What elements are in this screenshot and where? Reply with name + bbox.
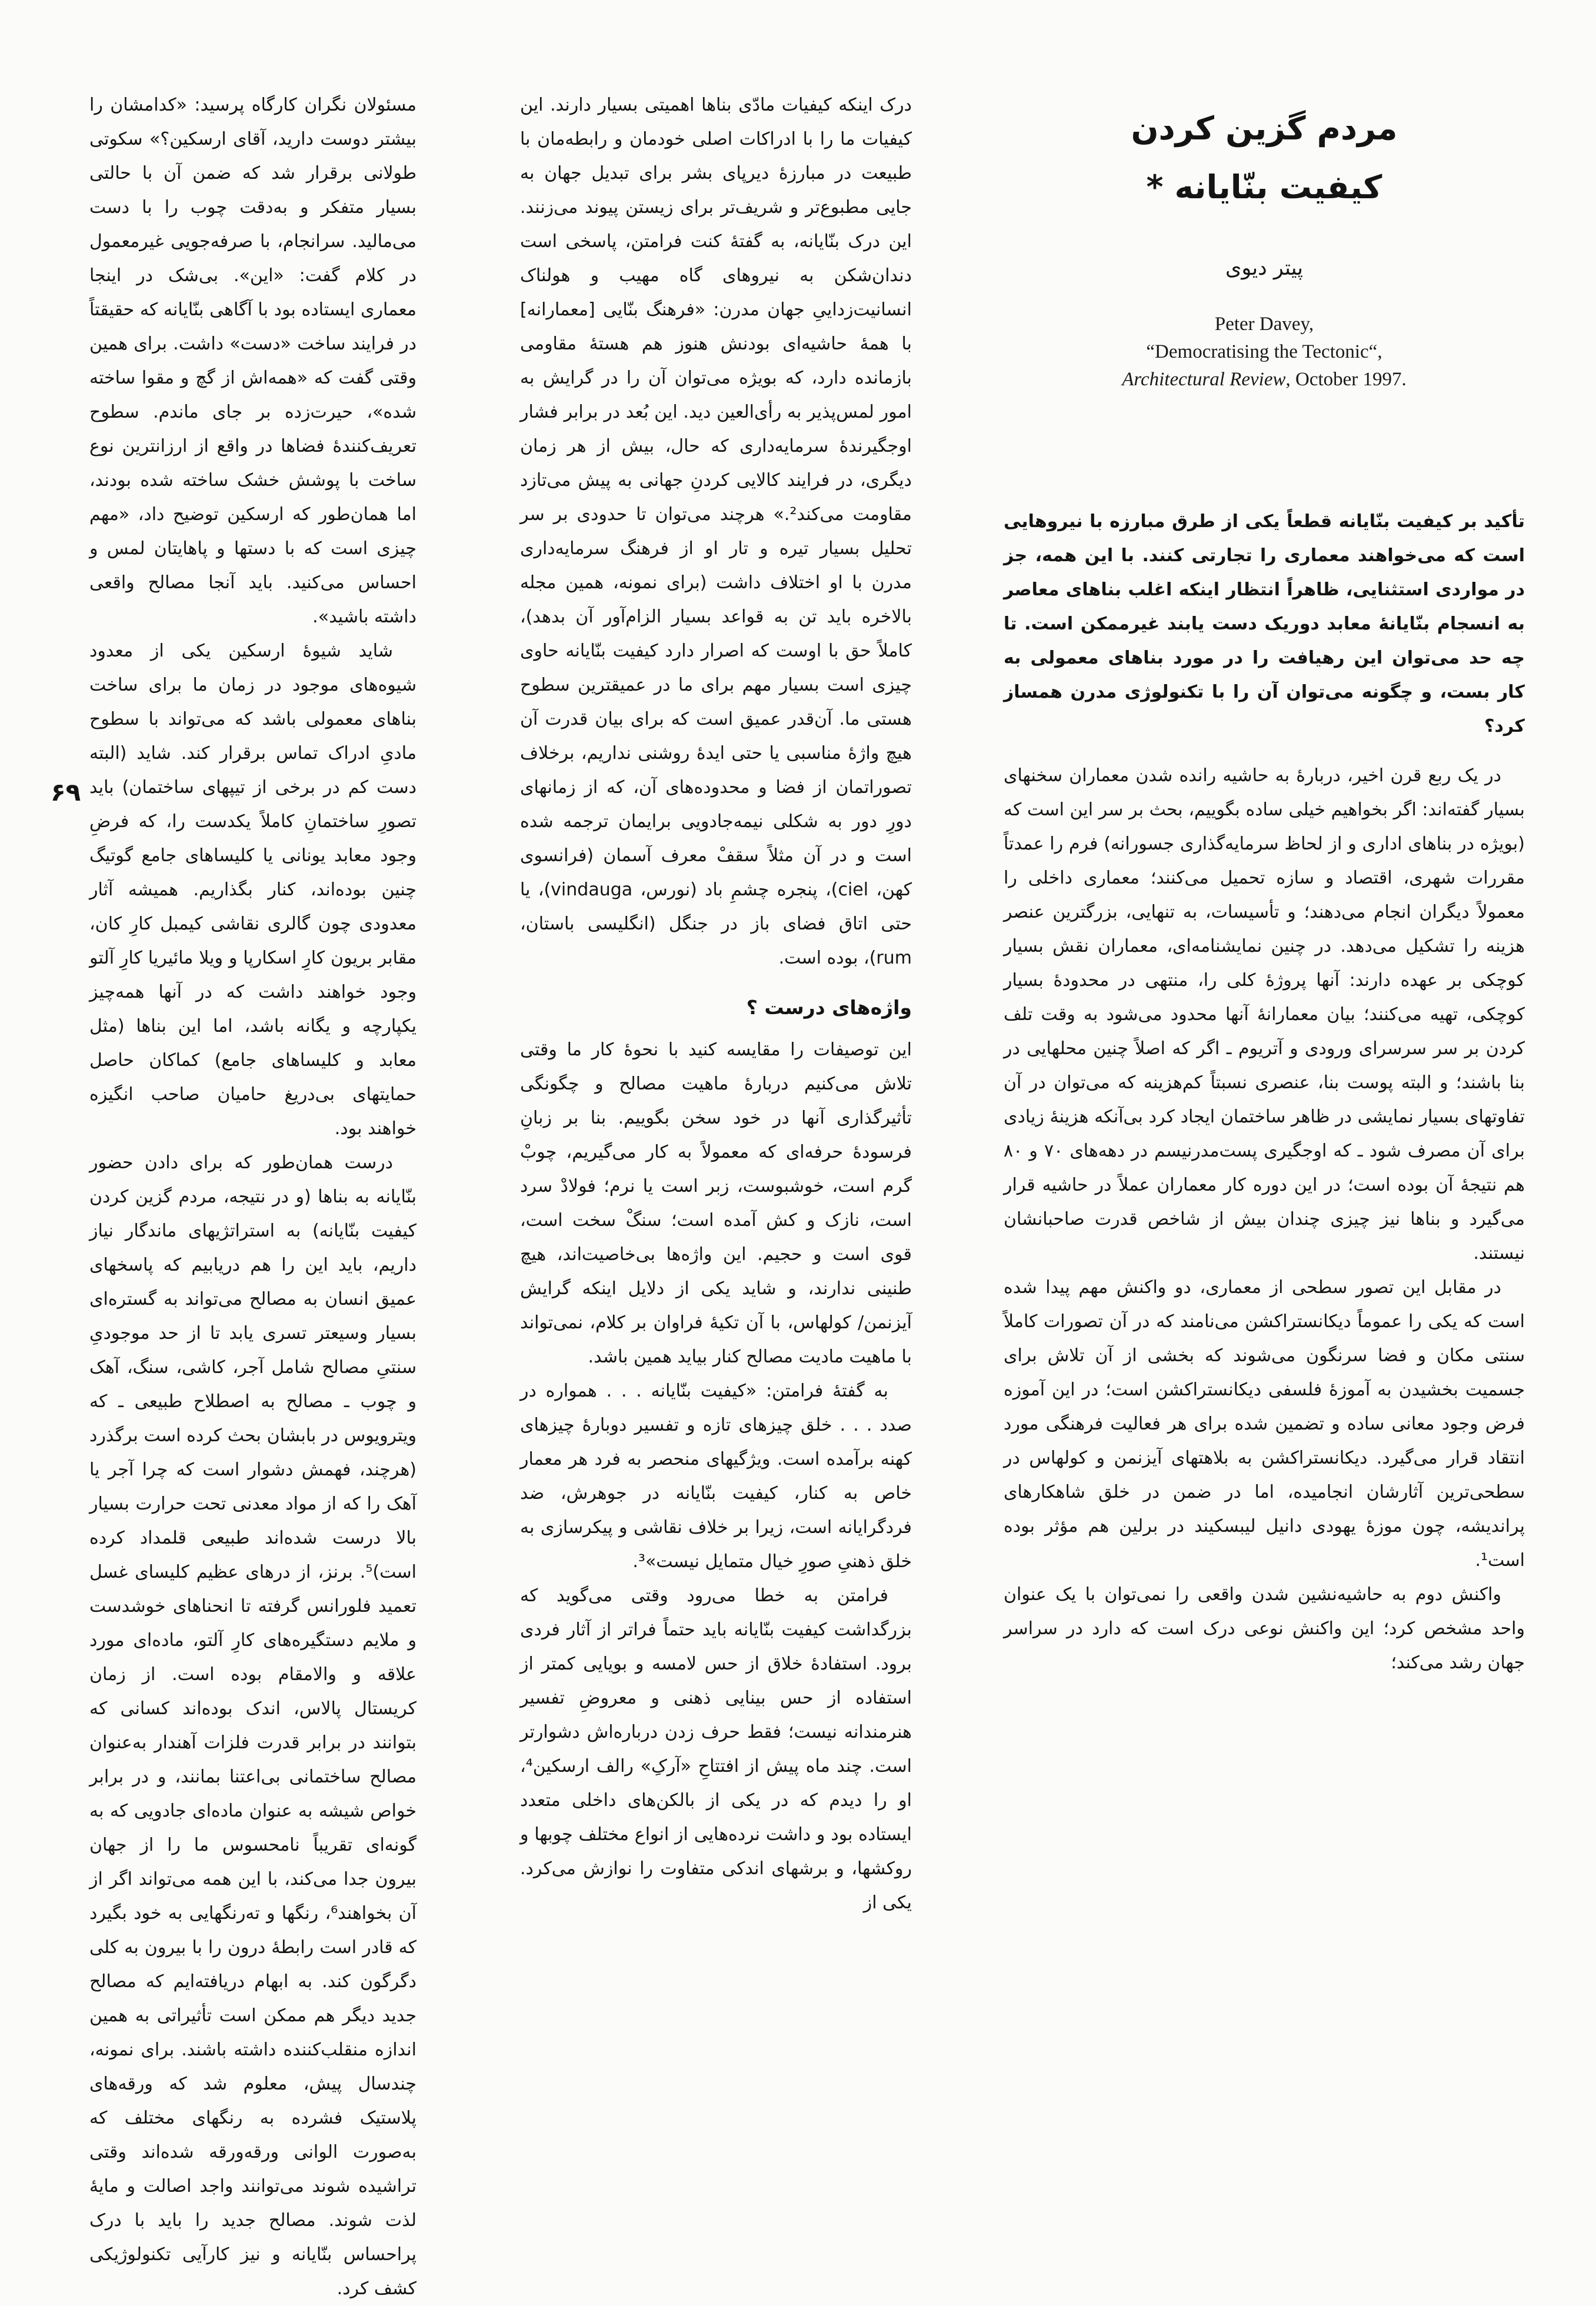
paragraph: این توصیفات را مقایسه کنید با نحوهٔ کار ما وقتی تلاش می‌کنیم دربارهٔ ماهیت مصالح و چگونگی تأثیرگذاری آنها در خود سخن بگوییم. بنا بر زبانِ فرسودهٔ حرفه‌ای که معمولاً به کار می‌گیریم، چوبْ گرم است، خوشبوست، زبر است یا نرم؛ فولادْ سرد است، نازک و کش آمده است؛ سنگْ سخت است، قوی است و حجیم. این واژه‌ها بی‌خاصیت‌اند، هیچ طنینی ندارند، و شاید یکی از دلایل اینکه گرایش آیزنمن/ کولهاس، با آن تکیهٔ فراوان بر کلام، نمی‌تواند با ماهیت مادیت مصالح کنار بیاید همین باشد.	[520, 1039, 912, 1367]
column-left	[89, 88, 417, 2306]
intro-paragraph: تأکید بر کیفیت بنّایانه قطعاً یکی از طرق مبارزه با نیروهایی است که می‌خواهند معماری را تجارتی کنند. با این همه، جز در مواردی استثنایی، ظاهراً انتظار اینکه اغلب بناهای معاصر به انسجام بنّایانهٔ معابد دوریک دست یابند غیرممکن است. تا چه حد می‌توان این رهیافت را در مورد بناهای معمولی به کار بست، و چگونه می‌توان آن را با تکنولوژی مدرن همساز کرد؟	[1004, 511, 1525, 737]
paragraph: مسئولان نگران کارگاه پرسید: «کدامشان را بیشتر دوست دارید، آقای ارسکین؟» سکوتی طولانی برقرار شد که ضمن آن با حالتی بسیار متفکر و به‌دقت چوب را با دست می‌مالید. سرانجام، با صرفه‌جویی غیرمعمول در کلام گفت: «این». بی‌شک در اینجا معماری ایستاده بود با آگاهی بنّایانه که حقیقتاً در فرایند ساخت «دست» داشت. برای همین وقتی گفت که «همه‌اش از گچ و مقوا ساخته شده»، حیرت‌زده بر جای ماندم. سطوح تعریف‌کنندهٔ فضاها در واقع از ارزانترین نوع ساخت با پوشش خشک ساخته شده بودند، اما همان‌طور که ارسکین توضیح داد، «مهم چیزی است که با دستها و پاهایتان لمس و احساس می‌کنید. باید آنجا مصالح واقعی داشته باشید».	[89, 95, 417, 627]
article-header	[1004, 99, 1525, 394]
paragraph: در یک ربع قرن اخیر، دربارهٔ به حاشیه رانده شدن معماران سخنهای بسیار گفته‌اند: اگر بخواهیم خیلی ساده بگوییم، بحث بر سر این است که (بویژه در بناهای اداری و از لحاظ سرمایه‌گذاری جسورانه) فرم را عمدتاً مقررات شهری، اقتصاد و سازه تحمیل می‌کنند؛ معماری داخلی را معمولاً دیگران انجام می‌دهند؛ و تأسیسات، به تنهایی، بزرگترین عنصر هزینه را تشکیل می‌دهد. در چنین نمایشنامه‌ای، معماران نقش بسیار کوچکی بر عهده دارند: آنها پروژهٔ کلی را، منتهی در محدودهٔ بسیار کوچکی، تهیه می‌کنند؛ بیان معمارانهٔ آنها محدود می‌شود به وقت تلف کردن بر سر سرسرای ورودی و آتریوم ـ اگر که اصلاً چنین محلهایی در بنا باشند؛ و البته پوست بنا، عنصری نسبتاً کم‌هزینه که می‌توان در آن تفاوتهای بسیار نمایشی در ظاهر ساختمان ایجاد کرد بی‌آنکه هزینهٔ زیادی برای آن مصرف شود ـ که اوجگیری پست‌مدرنیسم در دهه‌های ۷۰ و ۸۰ هم نتیجهٔ آن بوده است؛ در این دوره کار معماران عملاً در حاشیه قرار می‌گیرد و بناها نیز چیزی چندان بیش از شاخص قدرت صاحبانشان نیستند.	[1004, 765, 1525, 1264]
article-title-line-1: مردم گزین کردن	[1131, 109, 1398, 147]
section-heading: واژه‌های درست ؟	[746, 996, 912, 1019]
paragraph: درست همان‌طور که برای دادن حضور بنّایانه به بناها (و در نتیجه، مردم گزین کردن کیفیت بنّایانه) به استراتژیهای ماندگار نیاز داریم، باید این را هم دریابیم که پاسخهای عمیق انسان به مصالح می‌تواند به گستره‌ای بسیار وسیعتر تسری یابد تا از حد موجودیِ سنتیِ مصالح شامل آجر، کاشی، سنگ، آهک و چوب ـ مصالح به اصطلاح طبیعی ـ که ویترویوس در بابشان بحث کرده است برگذرد (هرچند، فهمش دشوار است که چرا آجر یا آهک را که از مواد معدنی تحت حرارت بسیار بالا درست شده‌اند طبیعی قلمداد کرده است)⁵. برنز، از درهای عظیم کلیسای غسل تعمید فلورانس گرفته تا انحناهای خوشدست و ملایم دستگیره‌های کارِ آلتو، ماده‌ای مورد علاقه و والامقام بوده است. از زمان کریستال پالاس، اندک بوده‌اند کسانی که بتوانند در برابر قدرت فلزات آهندار به‌عنوان مصالح ساختمانی بی‌اعتنا بمانند، و در برابر خواص شیشه به عنوان ماده‌ای جادویی که به گونه‌ای تقریباً نامحسوس ما را از جهان بیرون جدا می‌کند، با این همه می‌تواند اگر از آن بخواهند⁶، رنگها و ته‌رنگهایی به خود بگیرد که قادر است رابطهٔ درون را با بیرون به کلی دگرگون کند. به ابهام دریافته‌ایم که مصالح جدید دیگر هم ممکن است تأثیراتی به همین اندازه منقلب‌کننده داشته باشند. برای نمونه، چندسال پیش، معلوم شد که ورقه‌های پلاستیک فشرده به رنگهای مختلف که به‌صورت الوانی ورقه‌ورقه شده‌اند وقتی تراشیده شوند می‌توانند واجد اصالت و مایهٔ لذت شوند. مصالح جدید را باید با درک پراحساس بنّایانه و نیز کارآیی تکنولوژیکی کشف کرد.	[89, 1152, 417, 2299]
paragraph: واکنش دوم به حاشیه‌نشین شدن واقعی را نمی‌توان با یک عنوان واحد مشخص کرد؛ این واکنش نوعی درک است که دارد در سراسر جهان رشد می‌کند؛	[1004, 1584, 1525, 1673]
citation-source-line	[1004, 366, 1525, 394]
page-number: ۶۹	[51, 778, 81, 807]
column-right	[1004, 505, 1525, 1680]
paragraph: درک اینکه کیفیات مادّی بناها اهمیتی بسیار دارند. این کیفیات ما را با ادراکات اصلی خودمان و رابطه‌مان با طبیعت در مبارزهٔ دیرپای بشر برای تبدیل جهان به جایی مطبوع‌تر و شریف‌تر برای زیستن پیوند می‌زنند. این درک بنّایانه، به گفتهٔ کنت فرامتن، پاسخی است دندان‌شکن به نیروهای گاه مهیب و هولناک انسانیت‌زداییِ جهان مدرن: «فرهنگ بنّایی [معمارانه] با همهٔ حاشیه‌ای بودنش هنوز هم هستهٔ مقاومی بازمانده دارد، که بویژه می‌توان آن را در گرایش به امور لمس‌پذیر به رأی‌العین دید. این بُعد در برابر فشار اوجگیرندهٔ سرمایه‌داری که حال، بیش از هر زمان دیگری، در فرایند کالایی کردنِ جهانی به پیش می‌تازد مقاومت می‌کند².» هرچند می‌توان تا حدودی بر سر تحلیل بسیار تیره و تار او از فرهنگ سرمایه‌داری مدرن با او اختلاف داشت (برای نمونه، همین مجله بالاخره باید تن به قواعد بسیار الزام‌آور آن بدهد)، کاملاً حق با اوست که اصرار دارد کیفیت بنّایانه حاوی چیزی است بسیار مهم برای ما در عمیقترین سطوح هستی ما. آن‌قدر عمیق است که برای بیان قدرت آن هیچ واژهٔ مناسبی یا حتی ایدهٔ روشنی نداریم، برخلاف تصوراتمان از فضا و محدوده‌های آن، که از زمانهای دورِ دور به شکلی نیمه‌جادویی برایمان ترجمه شده است و در آن مثلاً سقفْ معرف آسمان (فرانسوی کهن، ciel)، پنجره چشمِ باد (نورس، vindauga)، یا حتی اتاق فضای باز در جنگل (انگلیسی باستان، rum)، بوده است.	[520, 95, 912, 968]
citation-author-line: Peter Davey,	[1214, 314, 1314, 335]
paragraph: در مقابل این تصور سطحی از معماری، دو واکنش مهم پیدا شده است که یکی را عموماً دیکانستراکشن می‌نامند که در آن تصورات کاملاً سنتی مکان و فضا سرنگون می‌شوند که بخشی از آن تلاش برای جسمیت بخشیدن به آموزهٔ فلسفی دیکانستراکشن است؛ در این آموزه فرض وجود معانی ساده و تضمین شده برای هر فعالیت فرهنگی مورد انتقاد قرار می‌گیرد. دیکانستراکشن به بلاهتهای آیزنمن و کولهاس در سطحی‌ترین آثارشان انجامیده، اما در ضمن در خلق شاهکارهای پراندیشه، چون موزهٔ یهودی دانیل لیبسکیند در برلین هم مؤثر بوده است¹.	[1004, 1277, 1525, 1571]
column-middle	[520, 88, 912, 1920]
article-title-line-2: کیفیت بنّایانه *	[1146, 168, 1382, 206]
citation-date: , October 1997.	[1285, 369, 1407, 390]
paragraph: به گفتهٔ فرامتن: «کیفیت بنّایانه . . . همواره در صدد . . . خلق چیزهای تازه و تفسیر دوبارهٔ چیزهای کهنه برآمده است. ویژگیهای منحصر به فرد هر معمار خاص به کنار، کیفیت بنّایانه در جوهرش، ضد فردگرایانه است، زیرا بر خلاف نقاشی و پیکرسازی به خلق ذهنیِ صورِ خیال متمایل نیست»³.	[520, 1381, 912, 1572]
author-name: پیتر دیوی	[1225, 256, 1304, 280]
paragraph: شاید شیوهٔ ارسکین یکی از معدود شیوه‌های موجود در زمان ما برای ساخت بناهای معمولی باشد که می‌تواند با سطوح مادیِ ادراک تماس برقرار کند. شاید (البته دست کم در برخی از تیپهای ساختمان) باید تصورِ ساختمانِ کاملاً یکدست را، که فرضِ وجود معابد یونانی یا کلیساهای جامع گوتیگ چنین بوده‌اند، کنار بگذاریم. همیشه آثار معدودی چون گالری نقاشی کیمبل کارِ کان، مقابر بریون کارِ اسکارپا و ویلا مائیریا کارِ آلتو وجود خواهند داشت که در آنها همه‌چیز یکپارچه و یگانه باشد، اما این بناها (مثل معابد و کلیساهای جامع) کماکان حاصل حمایتهای بی‌دریغ حامیان صاحب انگیزه خواهند بود.	[89, 641, 417, 1139]
paragraph: فرامتن به خطا می‌رود وقتی می‌گوید که بزرگداشت کیفیت بنّایانه باید حتماً فراتر از آثار فردی برود. استفادهٔ خلاق از حس لامسه و بویایی کمتر از استفاده از حس بینایی ذهنی و معروضِ تفسیر هنرمندانه نیست؛ فقط حرف زدن درباره‌اش دشوارتر است. چند ماه پیش از افتتاحِ «آرکِ» رالف ارسکین⁴، او را دیدم که در یکی از بالکن‌های داخلی متعدد ایستاده بود و داشت نرده‌هایی از انواع مختلف چوبها و روکشها، و برشهای اندکی متفاوت را نوازش می‌کرد. یکی از	[520, 1585, 912, 1913]
citation	[1004, 311, 1525, 394]
citation-journal: Architectural Review	[1122, 369, 1286, 390]
citation-title-line: “Democratising the Tectonic“,	[1146, 341, 1382, 362]
